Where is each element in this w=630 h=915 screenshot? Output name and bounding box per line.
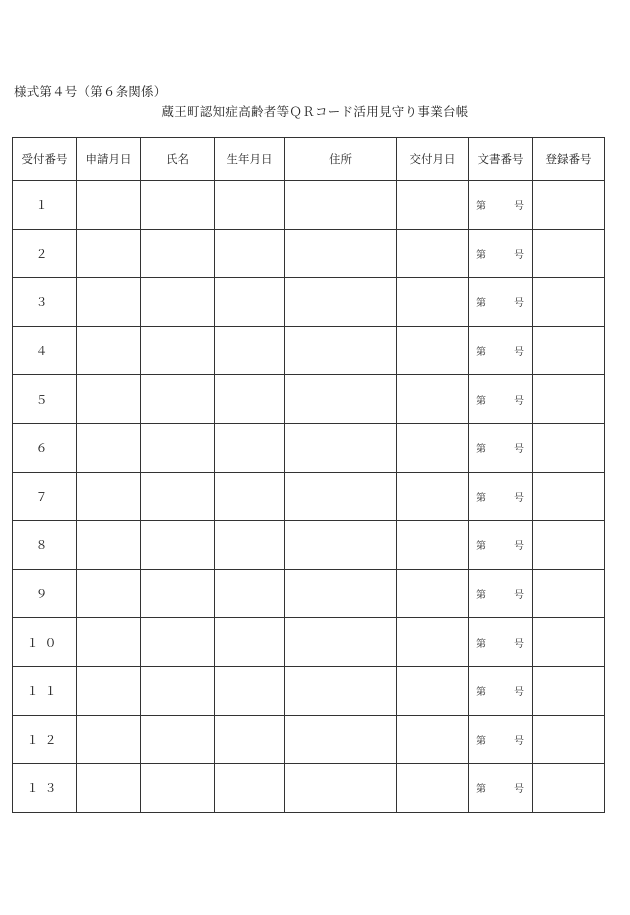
application-date-cell[interactable] [77, 326, 141, 375]
application-date-cell[interactable] [77, 618, 141, 667]
column-header-registration-number: 登録番号 [533, 138, 605, 181]
registration-number-cell[interactable] [533, 278, 605, 327]
reception-number-cell: ６ [13, 423, 77, 472]
application-date-cell[interactable] [77, 764, 141, 813]
issue-date-cell[interactable] [397, 472, 469, 521]
table-row [13, 569, 605, 618]
address-cell[interactable] [285, 278, 397, 327]
birth-date-cell[interactable] [215, 618, 285, 667]
document-number-suffix: 号 [514, 784, 524, 796]
table-row [13, 278, 605, 327]
application-date-cell[interactable] [77, 423, 141, 472]
issue-date-cell[interactable] [397, 666, 469, 715]
document-number-suffix: 号 [514, 298, 524, 310]
form-number: 様式第４号（第６条関係） [14, 84, 167, 99]
reception-number-cell: １２ [13, 715, 77, 764]
application-date-cell[interactable] [77, 375, 141, 424]
document-number-suffix: 号 [514, 541, 524, 553]
registration-number-cell[interactable] [533, 764, 605, 813]
application-date-cell[interactable] [77, 666, 141, 715]
issue-date-cell[interactable] [397, 423, 469, 472]
document-number-field [469, 780, 532, 795]
address-cell[interactable] [285, 764, 397, 813]
name-cell[interactable] [141, 666, 215, 715]
birth-date-cell[interactable] [215, 569, 285, 618]
document-number-prefix: 第 [476, 444, 486, 456]
column-header-issue-date: 交付月日 [397, 138, 469, 181]
birth-date-cell[interactable] [215, 423, 285, 472]
document-number-prefix: 第 [476, 201, 486, 213]
birth-date-cell[interactable] [215, 278, 285, 327]
address-cell[interactable] [285, 375, 397, 424]
table-row [13, 375, 605, 424]
reception-number-cell: ２ [13, 229, 77, 278]
document-number-suffix: 号 [514, 347, 524, 359]
document-number-field [469, 683, 532, 698]
reception-number-cell: ８ [13, 521, 77, 570]
document-number-field [469, 440, 532, 455]
table-row [13, 326, 605, 375]
document-number-prefix: 第 [476, 638, 486, 650]
document-number-suffix: 号 [514, 590, 524, 602]
column-header-birth-date: 生年月日 [215, 138, 285, 181]
document-number-field [469, 732, 532, 747]
document-number-cell[interactable] [469, 278, 533, 327]
document-number-cell[interactable] [469, 569, 533, 618]
registration-number-cell[interactable] [533, 472, 605, 521]
document-number-cell[interactable] [469, 375, 533, 424]
reception-number-cell: ３ [13, 278, 77, 327]
table-row [13, 229, 605, 278]
registration-number-cell[interactable] [533, 521, 605, 570]
birth-date-cell[interactable] [215, 181, 285, 230]
document-number-field [469, 586, 532, 601]
name-cell[interactable] [141, 764, 215, 813]
document-number-suffix: 号 [514, 444, 524, 456]
address-cell[interactable] [285, 229, 397, 278]
table-row [13, 666, 605, 715]
name-cell[interactable] [141, 423, 215, 472]
address-cell[interactable] [285, 715, 397, 764]
document-number-cell[interactable] [469, 181, 533, 230]
document-number-prefix: 第 [476, 347, 486, 359]
document-number-cell[interactable] [469, 666, 533, 715]
document-number-field [469, 343, 532, 358]
ledger-table [12, 137, 605, 813]
issue-date-cell[interactable] [397, 326, 469, 375]
table-row [13, 618, 605, 667]
reception-number-cell: １１ [13, 666, 77, 715]
name-cell[interactable] [141, 472, 215, 521]
table-row [13, 472, 605, 521]
column-header-reception-number: 受付番号 [13, 138, 77, 181]
registration-number-cell[interactable] [533, 181, 605, 230]
birth-date-cell[interactable] [215, 521, 285, 570]
column-header-document-number: 文書番号 [469, 138, 533, 181]
issue-date-cell[interactable] [397, 764, 469, 813]
registration-number-cell[interactable] [533, 666, 605, 715]
address-cell[interactable] [285, 521, 397, 570]
table-row [13, 181, 605, 230]
birth-date-cell[interactable] [215, 229, 285, 278]
document-number-field [469, 489, 532, 504]
document-number-suffix: 号 [514, 735, 524, 747]
document-number-field [469, 635, 532, 650]
document-number-prefix: 第 [476, 590, 486, 602]
document-number-prefix: 第 [476, 249, 486, 261]
issue-date-cell[interactable] [397, 715, 469, 764]
document-title: 蔵王町認知症高齢者等ＱＲコード活用見守り事業台帳 [161, 104, 469, 119]
birth-date-cell[interactable] [215, 472, 285, 521]
name-cell[interactable] [141, 521, 215, 570]
issue-date-cell[interactable] [397, 229, 469, 278]
table-row [13, 521, 605, 570]
name-cell[interactable] [141, 715, 215, 764]
document-number-cell[interactable] [469, 618, 533, 667]
ledger-body [13, 181, 605, 813]
document-number-field [469, 294, 532, 309]
application-date-cell[interactable] [77, 715, 141, 764]
reception-number-cell: ５ [13, 375, 77, 424]
document-number-cell[interactable] [469, 764, 533, 813]
name-cell[interactable] [141, 181, 215, 230]
document-number-field [469, 392, 532, 407]
application-date-cell[interactable] [77, 229, 141, 278]
reception-number-cell: ９ [13, 569, 77, 618]
table-row [13, 764, 605, 813]
document-number-suffix: 号 [514, 687, 524, 699]
application-date-cell[interactable] [77, 472, 141, 521]
document-number-field [469, 537, 532, 552]
document-number-suffix: 号 [514, 249, 524, 261]
registration-number-cell[interactable] [533, 423, 605, 472]
application-date-cell[interactable] [77, 521, 141, 570]
issue-date-cell[interactable] [397, 569, 469, 618]
column-header-name: 氏名 [141, 138, 215, 181]
document-number-cell[interactable] [469, 715, 533, 764]
registration-number-cell[interactable] [533, 326, 605, 375]
document-number-prefix: 第 [476, 735, 486, 747]
application-date-cell[interactable] [77, 569, 141, 618]
application-date-cell[interactable] [77, 181, 141, 230]
name-cell[interactable] [141, 278, 215, 327]
registration-number-cell[interactable] [533, 618, 605, 667]
name-cell[interactable] [141, 569, 215, 618]
document-number-suffix: 号 [514, 638, 524, 650]
name-cell[interactable] [141, 375, 215, 424]
header-row [13, 138, 605, 181]
document-number-field [469, 197, 532, 212]
reception-number-cell: １０ [13, 618, 77, 667]
document-number-suffix: 号 [514, 492, 524, 504]
address-cell[interactable] [285, 569, 397, 618]
document-number-cell[interactable] [469, 521, 533, 570]
issue-date-cell[interactable] [397, 278, 469, 327]
document-number-prefix: 第 [476, 687, 486, 699]
document-number-cell[interactable] [469, 229, 533, 278]
table-row [13, 423, 605, 472]
document-number-cell[interactable] [469, 472, 533, 521]
address-cell[interactable] [285, 181, 397, 230]
birth-date-cell[interactable] [215, 375, 285, 424]
issue-date-cell[interactable] [397, 375, 469, 424]
reception-number-cell: １ [13, 181, 77, 230]
application-date-cell[interactable] [77, 278, 141, 327]
registration-number-cell[interactable] [533, 375, 605, 424]
column-header-application-date: 申請月日 [77, 138, 141, 181]
birth-date-cell[interactable] [215, 666, 285, 715]
document-number-prefix: 第 [476, 298, 486, 310]
document-number-prefix: 第 [476, 541, 486, 553]
column-header-address: 住所 [285, 138, 397, 181]
birth-date-cell[interactable] [215, 764, 285, 813]
registration-number-cell[interactable] [533, 569, 605, 618]
document-number-cell[interactable] [469, 423, 533, 472]
document-number-prefix: 第 [476, 492, 486, 504]
issue-date-cell[interactable] [397, 181, 469, 230]
document-number-field [469, 246, 532, 261]
address-cell[interactable] [285, 423, 397, 472]
name-cell[interactable] [141, 326, 215, 375]
issue-date-cell[interactable] [397, 521, 469, 570]
name-cell[interactable] [141, 229, 215, 278]
name-cell[interactable] [141, 618, 215, 667]
table-row [13, 715, 605, 764]
document-number-suffix: 号 [514, 395, 524, 407]
birth-date-cell[interactable] [215, 715, 285, 764]
registration-number-cell[interactable] [533, 229, 605, 278]
address-cell[interactable] [285, 618, 397, 667]
document-number-suffix: 号 [514, 201, 524, 213]
document-number-prefix: 第 [476, 395, 486, 407]
reception-number-cell: ７ [13, 472, 77, 521]
registration-number-cell[interactable] [533, 715, 605, 764]
birth-date-cell[interactable] [215, 326, 285, 375]
address-cell[interactable] [285, 666, 397, 715]
address-cell[interactable] [285, 472, 397, 521]
reception-number-cell: ４ [13, 326, 77, 375]
address-cell[interactable] [285, 326, 397, 375]
document-number-prefix: 第 [476, 784, 486, 796]
issue-date-cell[interactable] [397, 618, 469, 667]
document-number-cell[interactable] [469, 326, 533, 375]
reception-number-cell: １３ [13, 764, 77, 813]
